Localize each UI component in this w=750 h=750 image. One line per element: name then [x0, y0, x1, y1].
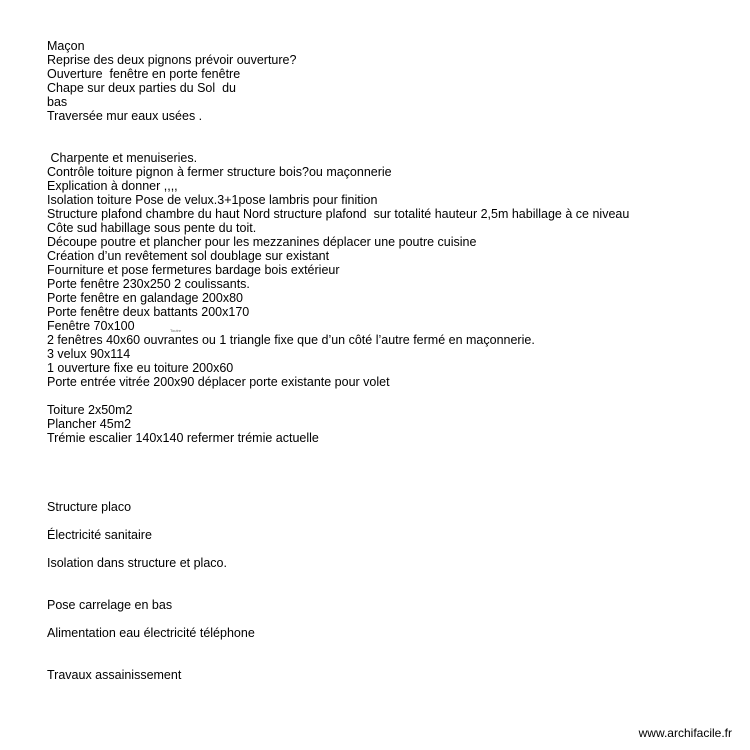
section-surfaces [47, 403, 737, 445]
spacer [47, 640, 737, 668]
text-line: Porte fenêtre 230x250 2 coulissants. [47, 277, 250, 291]
item-alimentation: Alimentation eau électricité téléphone [47, 626, 255, 640]
document-body [47, 39, 737, 682]
item-carrelage: Pose carrelage en bas [47, 598, 173, 612]
text-line: 3 velux 90x114 [47, 347, 131, 361]
text-line: Trémie escalier 140x140 refermer trémie actuelle [47, 431, 319, 445]
text-line: 1 ouverture fixe eu toiture 200x60 [47, 361, 234, 375]
item-electricite-sanitaire: Électricité sanitaire [47, 528, 152, 542]
text-line: bas [47, 95, 68, 109]
spacer [47, 612, 737, 626]
text-line: Ouverture fenêtre en porte fenêtre [47, 67, 241, 81]
text-line: Fenêtre 70x100 [47, 319, 135, 333]
section-macon [47, 39, 737, 123]
spacer [47, 445, 737, 500]
spacer [47, 389, 737, 403]
text-line: Porte entrée vitrée 200x90 déplacer porte existante pour volet [47, 375, 390, 389]
section-charpente [47, 151, 737, 389]
item-isolation: Isolation dans structure et placo. [47, 556, 227, 570]
spacer [47, 514, 737, 528]
text-line: Chape sur deux parties du Sol du [47, 81, 237, 95]
text-line: Porte fenêtre en galandage 200x80 [47, 291, 243, 305]
text-line: Reprise des deux pignons prévoir ouverture? [47, 53, 297, 67]
text-line: Côte sud habillage sous pente du toit. [47, 221, 257, 235]
section-heading-charpente: Charpente et menuiseries. [47, 151, 198, 165]
tiny-annotation: Toutre [170, 328, 182, 333]
watermark: www.archifacile.fr [638, 726, 732, 740]
text-line: 2 fenêtres 40x60 ouvrantes ou 1 triangle fixe que d’un côté l’autre fermé en maçonnerie. [47, 333, 535, 347]
text-line: Toiture 2x50m2 [47, 403, 133, 417]
text-line: Contrôle toiture pignon à fermer structure bois?ou maçonnerie [47, 165, 392, 179]
text-line: Plancher 45m2 [47, 417, 132, 431]
text-line: Porte fenêtre deux battants 200x170 [47, 305, 250, 319]
section-heading-macon: Maçon [47, 39, 85, 53]
text-line: Création d’un revêtement sol doublage sur existant [47, 249, 330, 263]
text-line: Structure plafond chambre du haut Nord structure plafond sur totalité hauteur 2,5m habillage à ce niveau [47, 207, 630, 221]
item-structure-placo: Structure placo [47, 500, 132, 514]
text-line: Isolation toiture Pose de velux.3+1pose lambris pour finition [47, 193, 378, 207]
text-line: Traversée mur eaux usées . [47, 109, 203, 123]
spacer [47, 123, 737, 151]
spacer [47, 570, 737, 598]
text-line: Fourniture et pose fermetures bardage bois extérieur [47, 263, 340, 277]
item-assainissement: Travaux assainissement [47, 668, 182, 682]
spacer [47, 542, 737, 556]
text-line: Découpe poutre et plancher pour les mezzanines déplacer une poutre cuisine [47, 235, 477, 249]
text-line: Explication à donner ,,,, [47, 179, 178, 193]
